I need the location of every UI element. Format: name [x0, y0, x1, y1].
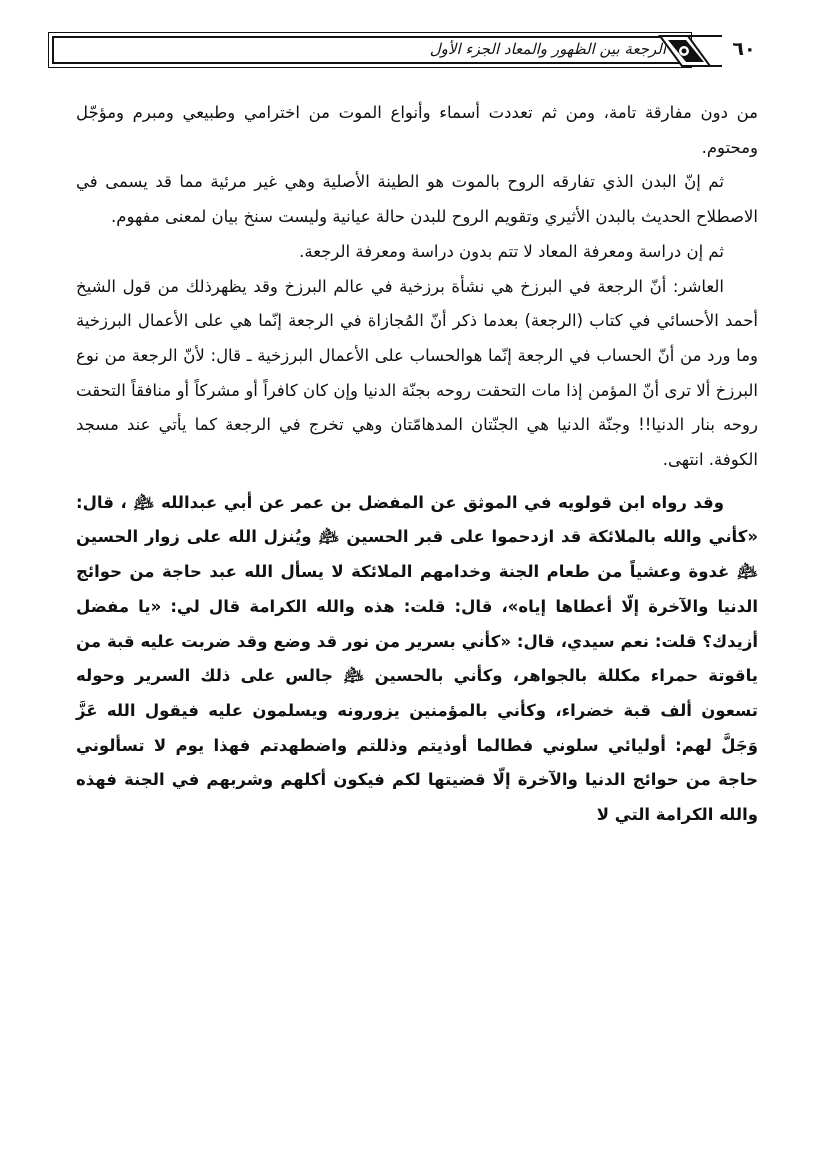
hadith-quote [76, 478, 758, 833]
page-number: ٦٠ [732, 38, 756, 60]
body-text [76, 96, 758, 833]
paragraph: ثم إن دراسة ومعرفة المعاد لا تتم بدون دراسة ومعرفة الرجعة. [299, 241, 724, 261]
header-title: الرجعة بين الظهور والمعاد الجزء الأول [429, 40, 666, 58]
ornament-icon [658, 30, 722, 72]
paragraph: ثم إنّ البدن الذي تفارقه الروح بالموت هو الطينة الأصلية وهي غير مرئية مما قد يسمى في الاصطلاح الحديث بالبدن الأثيري وتقويم الروح للبدن حالة عيانية وليست سنخ بيان لمعنى مفهوم. [76, 172, 758, 227]
running-header [52, 30, 764, 72]
paragraph: من دون مفارقة تامة، ومن ثم تعددت أسماء وأنواع الموت من اخترامي وطبيعي ومبرم ومؤجّل ومحتوم. [76, 103, 758, 157]
quote-paragraph: وقد رواه ابن قولويه في الموثق عن المفضل بن عمر عن أبي عبدالله ﵇ ، قال: «كأني والله بالملائكة قد ازدحموا على قبر الحسين ﵇ ويُنزل الله على زوار الحسين ﵇ غدوة وعشياً من طعام الجنة وخدامهم الملائكة لا يسأل الله عبد حاجة من حوائج الدنيا والآخرة إلّا أعطاها إياه»، قال: قلت: هذه والله الكرامة قال لي: «يا مفضل أزيدك؟ قلت: نعم سيدي، قال: «كأني بسرير من نور قد وضع وقد ضربت عليه قبة من ياقوتة حمراء مكللة بالجواهر، وكأني بالحسين ﵇ جالس على ذلك السرير وحوله تسعون ألف قبة خضراء، وكأني بالمؤمنين يزورونه ويسلمون عليه فيقول الله عَزَّ وَجَلَّ لهم: أوليائي سلوني فطالما أوذيتم وذللتم واضطهدتم فهذا يوم لا تسألوني حاجة من حوائج الدنيا والآخرة إلّا قضيتها لكم فيكون أكلهم وشربهم في الجنة فهذه والله الكرامة التي لا [76, 492, 758, 825]
paragraph: العاشر: أنّ الرجعة في البرزخ هي نشأة برزخية في عالم البرزخ وقد يظهرذلك من قول الشيخ أحمد الأحسائي في كتاب (الرجعة) بعدما ذكر أنّ المُجازاة في الرجعة إنّما هي على الأعمال البرزخية وما ورد من أنّ الحساب في الرجعة إنّما هوالحساب على الأعمال البرزخية ـ قال: لأنّ الرجعة من نوع البرزخ ألا ترى أنّ المؤمن إذا مات التحقت روحه بجنّة الدنيا وإن كان كافراً أو مشركاً أو منافقاً التحقت روحه بنار الدنيا!! وجنّة الدنيا هي الجنّتان المدهامّتان وهي تخرج في الرجعة كما يأتي عند مسجد الكوفة. انتهى. [76, 276, 758, 470]
